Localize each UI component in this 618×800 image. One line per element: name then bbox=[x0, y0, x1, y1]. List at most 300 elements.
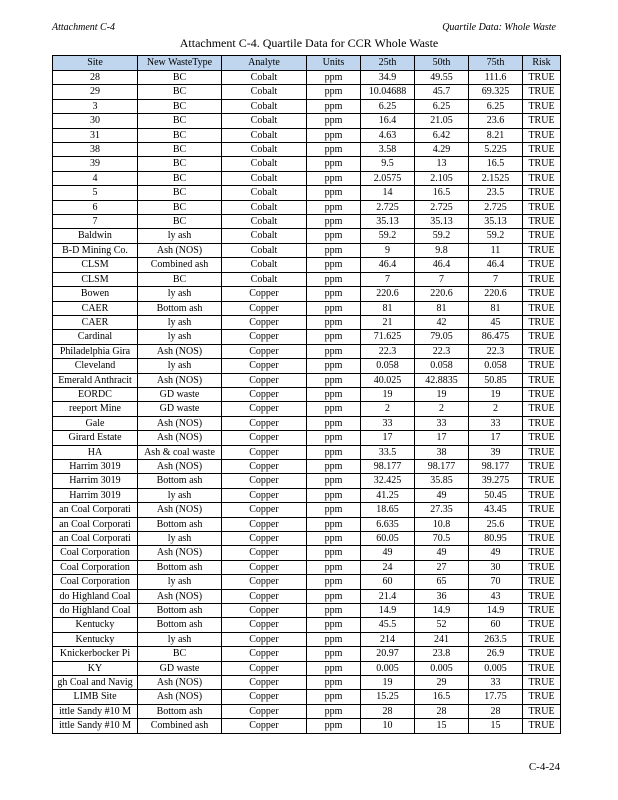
q50-cell: 7 bbox=[415, 272, 469, 286]
q50-cell: 42 bbox=[415, 315, 469, 329]
risk-cell: TRUE bbox=[523, 445, 561, 459]
col-header-waste-type: New WasteType bbox=[138, 56, 222, 71]
q50-cell: 2.725 bbox=[415, 200, 469, 214]
q50-cell: 10.8 bbox=[415, 517, 469, 531]
q25-cell: 34.9 bbox=[361, 71, 415, 85]
analyte-cell: Copper bbox=[222, 431, 307, 445]
site-cell: EORDC bbox=[53, 387, 138, 401]
units-cell: ppm bbox=[307, 99, 361, 113]
q75-cell: 11 bbox=[469, 243, 523, 257]
site-cell: LIMB Site bbox=[53, 690, 138, 704]
risk-cell: TRUE bbox=[523, 229, 561, 243]
q75-cell: 50.85 bbox=[469, 373, 523, 387]
units-cell: ppm bbox=[307, 359, 361, 373]
waste-type-cell: ly ash bbox=[138, 532, 222, 546]
units-cell: ppm bbox=[307, 517, 361, 531]
q25-cell: 60 bbox=[361, 575, 415, 589]
waste-type-cell: ly ash bbox=[138, 488, 222, 502]
q25-cell: 6.25 bbox=[361, 99, 415, 113]
q25-cell: 21.4 bbox=[361, 589, 415, 603]
site-cell: Girard Estate bbox=[53, 431, 138, 445]
risk-cell: TRUE bbox=[523, 560, 561, 574]
risk-cell: TRUE bbox=[523, 517, 561, 531]
q50-cell: 52 bbox=[415, 618, 469, 632]
waste-type-cell: BC bbox=[138, 143, 222, 157]
q25-cell: 14 bbox=[361, 186, 415, 200]
analyte-cell: Copper bbox=[222, 359, 307, 373]
analyte-cell: Copper bbox=[222, 546, 307, 560]
waste-type-cell: Bottom ash bbox=[138, 474, 222, 488]
q25-cell: 6.635 bbox=[361, 517, 415, 531]
q25-cell: 19 bbox=[361, 387, 415, 401]
col-header-site: Site bbox=[53, 56, 138, 71]
site-cell: CAER bbox=[53, 315, 138, 329]
q25-cell: 28 bbox=[361, 704, 415, 718]
risk-cell: TRUE bbox=[523, 186, 561, 200]
waste-type-cell: BC bbox=[138, 85, 222, 99]
units-cell: ppm bbox=[307, 431, 361, 445]
table-row bbox=[53, 215, 561, 229]
waste-type-cell: BC bbox=[138, 171, 222, 185]
q25-cell: 98.177 bbox=[361, 459, 415, 473]
units-cell: ppm bbox=[307, 114, 361, 128]
q50-cell: 9.8 bbox=[415, 243, 469, 257]
units-cell: ppm bbox=[307, 243, 361, 257]
waste-type-cell: Ash & coal waste bbox=[138, 445, 222, 459]
risk-cell: TRUE bbox=[523, 143, 561, 157]
table-row bbox=[53, 301, 561, 315]
q50-cell: 98.177 bbox=[415, 459, 469, 473]
site-cell: 4 bbox=[53, 171, 138, 185]
q25-cell: 24 bbox=[361, 560, 415, 574]
table-row bbox=[53, 647, 561, 661]
waste-type-cell: Bottom ash bbox=[138, 517, 222, 531]
site-cell: CAER bbox=[53, 301, 138, 315]
units-cell: ppm bbox=[307, 560, 361, 574]
q25-cell: 2.725 bbox=[361, 200, 415, 214]
units-cell: ppm bbox=[307, 704, 361, 718]
site-cell: an Coal Corporati bbox=[53, 517, 138, 531]
table-row bbox=[53, 272, 561, 286]
risk-cell: TRUE bbox=[523, 157, 561, 171]
analyte-cell: Cobalt bbox=[222, 272, 307, 286]
q75-cell: 5.225 bbox=[469, 143, 523, 157]
risk-cell: TRUE bbox=[523, 114, 561, 128]
q50-cell: 14.9 bbox=[415, 604, 469, 618]
q50-cell: 29 bbox=[415, 676, 469, 690]
q25-cell: 17 bbox=[361, 431, 415, 445]
q50-cell: 2.105 bbox=[415, 171, 469, 185]
q25-cell: 9 bbox=[361, 243, 415, 257]
site-cell: 38 bbox=[53, 143, 138, 157]
q50-cell: 49 bbox=[415, 488, 469, 502]
site-cell: Knickerbocker Pi bbox=[53, 647, 138, 661]
q75-cell: 59.2 bbox=[469, 229, 523, 243]
table-row bbox=[53, 589, 561, 603]
site-cell: ittle Sandy #10 M bbox=[53, 719, 138, 733]
risk-cell: TRUE bbox=[523, 647, 561, 661]
waste-type-cell: Bottom ash bbox=[138, 618, 222, 632]
risk-cell: TRUE bbox=[523, 546, 561, 560]
waste-type-cell: BC bbox=[138, 200, 222, 214]
table-row bbox=[53, 373, 561, 387]
waste-type-cell: Ash (NOS) bbox=[138, 676, 222, 690]
risk-cell: TRUE bbox=[523, 258, 561, 272]
page-number: C-4-24 bbox=[528, 761, 560, 773]
q25-cell: 3.58 bbox=[361, 143, 415, 157]
units-cell: ppm bbox=[307, 719, 361, 733]
site-cell: 29 bbox=[53, 85, 138, 99]
waste-type-cell: Ash (NOS) bbox=[138, 690, 222, 704]
waste-type-cell: GD waste bbox=[138, 661, 222, 675]
q50-cell: 220.6 bbox=[415, 287, 469, 301]
site-cell: ittle Sandy #10 M bbox=[53, 704, 138, 718]
waste-type-cell: Ash (NOS) bbox=[138, 373, 222, 387]
risk-cell: TRUE bbox=[523, 243, 561, 257]
risk-cell: TRUE bbox=[523, 503, 561, 517]
q75-cell: 6.25 bbox=[469, 99, 523, 113]
q50-cell: 19 bbox=[415, 387, 469, 401]
risk-cell: TRUE bbox=[523, 488, 561, 502]
analyte-cell: Cobalt bbox=[222, 71, 307, 85]
site-cell: 7 bbox=[53, 215, 138, 229]
units-cell: ppm bbox=[307, 503, 361, 517]
table-row bbox=[53, 114, 561, 128]
q50-cell: 6.25 bbox=[415, 99, 469, 113]
q25-cell: 41.25 bbox=[361, 488, 415, 502]
analyte-cell: Cobalt bbox=[222, 186, 307, 200]
q50-cell: 38 bbox=[415, 445, 469, 459]
analyte-cell: Copper bbox=[222, 604, 307, 618]
analyte-cell: Copper bbox=[222, 560, 307, 574]
q25-cell: 20.97 bbox=[361, 647, 415, 661]
q75-cell: 28 bbox=[469, 704, 523, 718]
q25-cell: 81 bbox=[361, 301, 415, 315]
q75-cell: 19 bbox=[469, 387, 523, 401]
q25-cell: 21 bbox=[361, 315, 415, 329]
q75-cell: 111.6 bbox=[469, 71, 523, 85]
waste-type-cell: BC bbox=[138, 71, 222, 85]
analyte-cell: Copper bbox=[222, 661, 307, 675]
risk-cell: TRUE bbox=[523, 200, 561, 214]
waste-type-cell: BC bbox=[138, 215, 222, 229]
q25-cell: 71.625 bbox=[361, 330, 415, 344]
table-row bbox=[53, 330, 561, 344]
units-cell: ppm bbox=[307, 330, 361, 344]
site-cell: gh Coal and Navig bbox=[53, 676, 138, 690]
q75-cell: 2.725 bbox=[469, 200, 523, 214]
q25-cell: 60.05 bbox=[361, 532, 415, 546]
units-cell: ppm bbox=[307, 532, 361, 546]
risk-cell: TRUE bbox=[523, 661, 561, 675]
analyte-cell: Copper bbox=[222, 517, 307, 531]
q25-cell: 22.3 bbox=[361, 344, 415, 358]
risk-cell: TRUE bbox=[523, 719, 561, 733]
waste-type-cell: Bottom ash bbox=[138, 301, 222, 315]
table-row bbox=[53, 632, 561, 646]
units-cell: ppm bbox=[307, 618, 361, 632]
units-cell: ppm bbox=[307, 474, 361, 488]
waste-type-cell: Ash (NOS) bbox=[138, 243, 222, 257]
analyte-cell: Cobalt bbox=[222, 171, 307, 185]
waste-type-cell: BC bbox=[138, 114, 222, 128]
table-row bbox=[53, 186, 561, 200]
table-row bbox=[53, 157, 561, 171]
risk-cell: TRUE bbox=[523, 387, 561, 401]
analyte-cell: Copper bbox=[222, 719, 307, 733]
site-cell: Kentucky bbox=[53, 618, 138, 632]
waste-type-cell: BC bbox=[138, 99, 222, 113]
q50-cell: 70.5 bbox=[415, 532, 469, 546]
q75-cell: 39 bbox=[469, 445, 523, 459]
site-cell: Baldwin bbox=[53, 229, 138, 243]
q50-cell: 0.058 bbox=[415, 359, 469, 373]
q25-cell: 32.425 bbox=[361, 474, 415, 488]
table-row bbox=[53, 287, 561, 301]
site-cell: Kentucky bbox=[53, 632, 138, 646]
site-cell: 31 bbox=[53, 128, 138, 142]
q25-cell: 7 bbox=[361, 272, 415, 286]
analyte-cell: Copper bbox=[222, 618, 307, 632]
analyte-cell: Copper bbox=[222, 373, 307, 387]
risk-cell: TRUE bbox=[523, 359, 561, 373]
q25-cell: 45.5 bbox=[361, 618, 415, 632]
risk-cell: TRUE bbox=[523, 604, 561, 618]
q75-cell: 43 bbox=[469, 589, 523, 603]
analyte-cell: Copper bbox=[222, 676, 307, 690]
table-row bbox=[53, 690, 561, 704]
site-cell: KY bbox=[53, 661, 138, 675]
q75-cell: 60 bbox=[469, 618, 523, 632]
table-row bbox=[53, 488, 561, 502]
waste-type-cell: Ash (NOS) bbox=[138, 431, 222, 445]
table-row bbox=[53, 546, 561, 560]
q50-cell: 17 bbox=[415, 431, 469, 445]
units-cell: ppm bbox=[307, 632, 361, 646]
risk-cell: TRUE bbox=[523, 71, 561, 85]
q50-cell: 13 bbox=[415, 157, 469, 171]
site-cell: Bowen bbox=[53, 287, 138, 301]
site-cell: 28 bbox=[53, 71, 138, 85]
waste-type-cell: ly ash bbox=[138, 632, 222, 646]
site-cell: Philadelphia Gira bbox=[53, 344, 138, 358]
waste-type-cell: BC bbox=[138, 128, 222, 142]
analyte-cell: Cobalt bbox=[222, 114, 307, 128]
units-cell: ppm bbox=[307, 589, 361, 603]
table-row bbox=[53, 344, 561, 358]
q75-cell: 0.058 bbox=[469, 359, 523, 373]
analyte-cell: Cobalt bbox=[222, 85, 307, 99]
units-cell: ppm bbox=[307, 690, 361, 704]
analyte-cell: Copper bbox=[222, 287, 307, 301]
table-row bbox=[53, 618, 561, 632]
table-row bbox=[53, 171, 561, 185]
analyte-cell: Copper bbox=[222, 647, 307, 661]
units-cell: ppm bbox=[307, 402, 361, 416]
units-cell: ppm bbox=[307, 229, 361, 243]
analyte-cell: Copper bbox=[222, 575, 307, 589]
table-row bbox=[53, 258, 561, 272]
table-row bbox=[53, 676, 561, 690]
q75-cell: 69.325 bbox=[469, 85, 523, 99]
q75-cell: 49 bbox=[469, 546, 523, 560]
site-cell: do Highland Coal bbox=[53, 604, 138, 618]
risk-cell: TRUE bbox=[523, 215, 561, 229]
table-body bbox=[53, 71, 561, 734]
q75-cell: 26.9 bbox=[469, 647, 523, 661]
q50-cell: 15 bbox=[415, 719, 469, 733]
site-cell: 5 bbox=[53, 186, 138, 200]
q25-cell: 46.4 bbox=[361, 258, 415, 272]
waste-type-cell: ly ash bbox=[138, 359, 222, 373]
site-cell: 39 bbox=[53, 157, 138, 171]
table-row bbox=[53, 359, 561, 373]
page-title: Attachment C-4. Quartile Data for CCR Whole Waste bbox=[179, 36, 439, 50]
site-cell: Cleveland bbox=[53, 359, 138, 373]
q75-cell: 16.5 bbox=[469, 157, 523, 171]
table-row bbox=[53, 704, 561, 718]
risk-cell: TRUE bbox=[523, 704, 561, 718]
q25-cell: 33 bbox=[361, 416, 415, 430]
analyte-cell: Copper bbox=[222, 459, 307, 473]
units-cell: ppm bbox=[307, 258, 361, 272]
table-row bbox=[53, 560, 561, 574]
analyte-cell: Copper bbox=[222, 690, 307, 704]
site-cell: Coal Corporation bbox=[53, 575, 138, 589]
units-cell: ppm bbox=[307, 344, 361, 358]
risk-cell: TRUE bbox=[523, 402, 561, 416]
units-cell: ppm bbox=[307, 459, 361, 473]
waste-type-cell: Combined ash bbox=[138, 719, 222, 733]
units-cell: ppm bbox=[307, 186, 361, 200]
waste-type-cell: Ash (NOS) bbox=[138, 416, 222, 430]
risk-cell: TRUE bbox=[523, 330, 561, 344]
q50-cell: 6.42 bbox=[415, 128, 469, 142]
units-cell: ppm bbox=[307, 301, 361, 315]
units-cell: ppm bbox=[307, 315, 361, 329]
risk-cell: TRUE bbox=[523, 676, 561, 690]
q75-cell: 2 bbox=[469, 402, 523, 416]
table-row bbox=[53, 99, 561, 113]
col-header-50th: 50th bbox=[415, 56, 469, 71]
q25-cell: 40.025 bbox=[361, 373, 415, 387]
q75-cell: 81 bbox=[469, 301, 523, 315]
col-header-25th: 25th bbox=[361, 56, 415, 71]
site-cell: Coal Corporation bbox=[53, 546, 138, 560]
q50-cell: 59.2 bbox=[415, 229, 469, 243]
q75-cell: 98.177 bbox=[469, 459, 523, 473]
site-cell: do Highland Coal bbox=[53, 589, 138, 603]
risk-cell: TRUE bbox=[523, 416, 561, 430]
waste-type-cell: Combined ash bbox=[138, 258, 222, 272]
analyte-cell: Copper bbox=[222, 387, 307, 401]
units-cell: ppm bbox=[307, 676, 361, 690]
q25-cell: 214 bbox=[361, 632, 415, 646]
risk-cell: TRUE bbox=[523, 272, 561, 286]
site-cell: 3 bbox=[53, 99, 138, 113]
q75-cell: 2.1525 bbox=[469, 171, 523, 185]
analyte-cell: Copper bbox=[222, 488, 307, 502]
table-row bbox=[53, 604, 561, 618]
waste-type-cell: Ash (NOS) bbox=[138, 459, 222, 473]
q25-cell: 14.9 bbox=[361, 604, 415, 618]
table-row bbox=[53, 229, 561, 243]
q50-cell: 46.4 bbox=[415, 258, 469, 272]
col-header-analyte: Analyte bbox=[222, 56, 307, 71]
waste-type-cell: ly ash bbox=[138, 330, 222, 344]
q25-cell: 15.25 bbox=[361, 690, 415, 704]
analyte-cell: Copper bbox=[222, 416, 307, 430]
waste-type-cell: BC bbox=[138, 186, 222, 200]
q75-cell: 23.6 bbox=[469, 114, 523, 128]
risk-cell: TRUE bbox=[523, 85, 561, 99]
q50-cell: 16.5 bbox=[415, 186, 469, 200]
analyte-cell: Cobalt bbox=[222, 229, 307, 243]
analyte-cell: Copper bbox=[222, 532, 307, 546]
q25-cell: 33.5 bbox=[361, 445, 415, 459]
site-cell: Harrim 3019 bbox=[53, 474, 138, 488]
q25-cell: 16.4 bbox=[361, 114, 415, 128]
analyte-cell: Cobalt bbox=[222, 200, 307, 214]
q25-cell: 35.13 bbox=[361, 215, 415, 229]
quartile-table bbox=[52, 55, 561, 734]
q25-cell: 2.0575 bbox=[361, 171, 415, 185]
risk-cell: TRUE bbox=[523, 474, 561, 488]
units-cell: ppm bbox=[307, 604, 361, 618]
waste-type-cell: BC bbox=[138, 157, 222, 171]
q50-cell: 49.55 bbox=[415, 71, 469, 85]
units-cell: ppm bbox=[307, 215, 361, 229]
table-row bbox=[53, 459, 561, 473]
units-cell: ppm bbox=[307, 272, 361, 286]
analyte-cell: Cobalt bbox=[222, 243, 307, 257]
q50-cell: 35.85 bbox=[415, 474, 469, 488]
site-cell: Cardinal bbox=[53, 330, 138, 344]
q75-cell: 263.5 bbox=[469, 632, 523, 646]
q50-cell: 4.29 bbox=[415, 143, 469, 157]
analyte-cell: Copper bbox=[222, 344, 307, 358]
risk-cell: TRUE bbox=[523, 301, 561, 315]
units-cell: ppm bbox=[307, 416, 361, 430]
q50-cell: 42.8835 bbox=[415, 373, 469, 387]
q25-cell: 0.005 bbox=[361, 661, 415, 675]
q25-cell: 10 bbox=[361, 719, 415, 733]
analyte-cell: Copper bbox=[222, 589, 307, 603]
q75-cell: 33 bbox=[469, 676, 523, 690]
table-row bbox=[53, 315, 561, 329]
units-cell: ppm bbox=[307, 575, 361, 589]
analyte-cell: Cobalt bbox=[222, 258, 307, 272]
q25-cell: 19 bbox=[361, 676, 415, 690]
risk-cell: TRUE bbox=[523, 315, 561, 329]
units-cell: ppm bbox=[307, 171, 361, 185]
q50-cell: 241 bbox=[415, 632, 469, 646]
q50-cell: 65 bbox=[415, 575, 469, 589]
units-cell: ppm bbox=[307, 287, 361, 301]
units-cell: ppm bbox=[307, 546, 361, 560]
table-row bbox=[53, 474, 561, 488]
q50-cell: 0.005 bbox=[415, 661, 469, 675]
site-cell: CLSM bbox=[53, 258, 138, 272]
units-cell: ppm bbox=[307, 128, 361, 142]
units-cell: ppm bbox=[307, 85, 361, 99]
q75-cell: 35.13 bbox=[469, 215, 523, 229]
risk-cell: TRUE bbox=[523, 128, 561, 142]
q25-cell: 9.5 bbox=[361, 157, 415, 171]
waste-type-cell: ly ash bbox=[138, 315, 222, 329]
waste-type-cell: GD waste bbox=[138, 402, 222, 416]
table-row bbox=[53, 402, 561, 416]
